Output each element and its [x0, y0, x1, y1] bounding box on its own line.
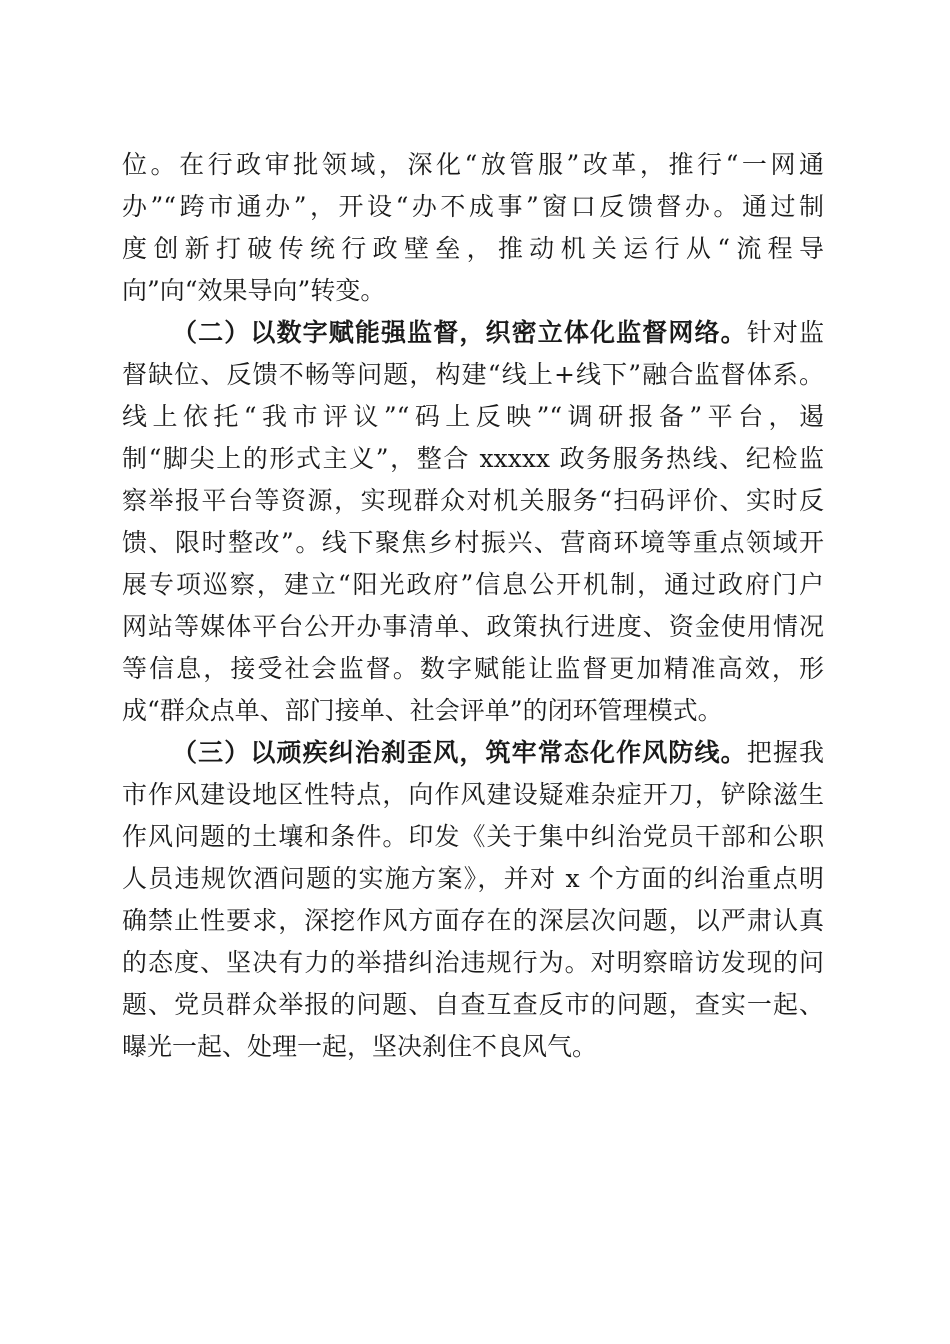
text-line: 题、党员群众举报的问题、自查互查反市的问题，查实一起、 — [122, 990, 824, 1019]
text-line: 市作风建设地区性特点，向作风建设疑难杂症开刀，铲除滋生 — [122, 780, 824, 809]
text-line: 馈、限时整改”。线下聚焦乡村振兴、营商环境等重点领域开 — [122, 528, 824, 557]
text-line: 成“群众点单、部门接单、社会评单”的闭环管理模式。 — [122, 696, 723, 725]
text-line: 位。在行政审批领域，深化“放管服”改革，推行“一网通 — [122, 150, 824, 179]
paragraph-section-3 — [122, 732, 824, 1068]
text-line: 曝光一起、处理一起，坚决刹住不良风气。 — [122, 1032, 598, 1061]
text-line: 向”向“效果导向”转变。 — [122, 276, 386, 305]
text-line: 的态度、坚决有力的举措纠治违规行为。对明察暗访发现的问 — [122, 948, 824, 977]
text-line: 展专项巡察，建立“阳光政府”信息公开机制，通过政府门户 — [122, 570, 824, 599]
paragraph-continuation — [122, 144, 824, 312]
text-line: 确禁止性要求，深挖作风方面存在的深层次问题，以严肃认真 — [122, 906, 824, 935]
text-line: 等信息，接受社会监督。数字赋能让监督更加精准高效，形 — [122, 654, 824, 683]
text-line — [122, 312, 824, 354]
text-line: 督缺位、反馈不畅等问题，构建“线上+线下”融合监督体系。 — [122, 360, 824, 389]
text-line: 作风问题的土壤和条件。印发《关于集中纠治党员干部和公职 — [122, 822, 824, 851]
text-line: 线上依托“我市评议”“码上反映”“调研报备”平台，遏 — [122, 402, 824, 431]
text-span: 针对监 — [746, 318, 824, 347]
paragraph-section-2 — [122, 312, 824, 732]
section-heading-3: （三）以顽疾纠治刹歪风，筑牢常态化作风防线。 — [172, 738, 747, 767]
text-line: 察举报平台等资源，实现群众对机关服务“扫码评价、实时反 — [122, 486, 824, 515]
text-span: 把握我 — [746, 738, 824, 767]
document-body — [122, 144, 824, 1068]
text-line: 办”“跨市通办”，开设“办不成事”窗口反馈督办。通过制 — [122, 192, 824, 221]
text-line — [122, 732, 824, 774]
text-line: 度创新打破传统行政壁垒，推动机关运行从“流程导 — [122, 234, 824, 263]
section-heading-2: （二）以数字赋能强监督，织密立体化监督网络。 — [172, 318, 747, 347]
text-line: 人员违规饮酒问题的实施方案》，并对 x 个方面的纠治重点明 — [122, 864, 824, 893]
text-line: 制“脚尖上的形式主义”，整合 xxxxx 政务服务热线、纪检监 — [122, 444, 824, 473]
text-line: 网站等媒体平台公开办事清单、政策执行进度、资金使用情况 — [122, 612, 824, 641]
